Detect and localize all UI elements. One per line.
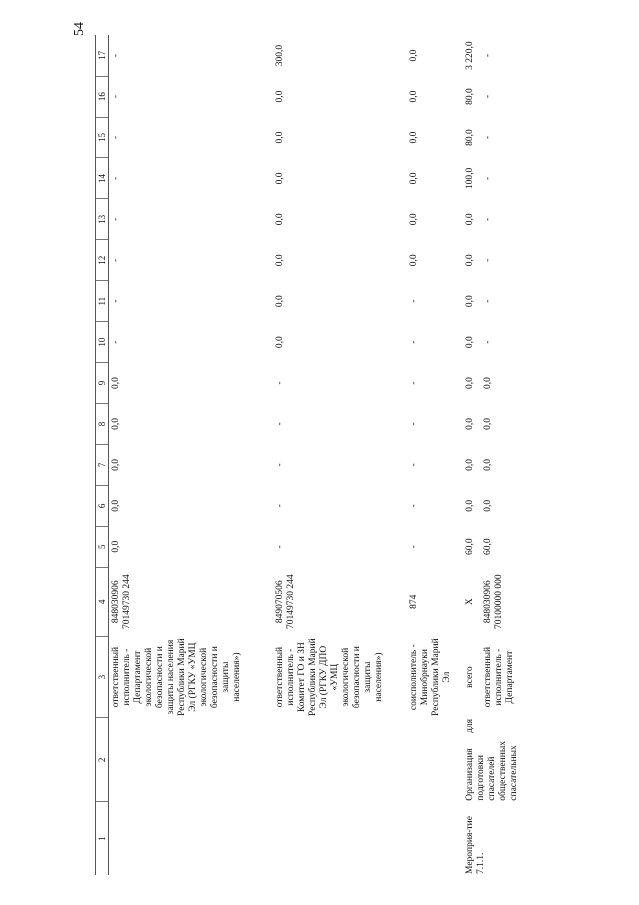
event-cell	[109, 802, 274, 875]
event-cell	[273, 802, 407, 875]
value-cell: 0,0	[275, 213, 285, 226]
value-cell: 0,0	[465, 295, 475, 308]
header-cell: 6	[96, 485, 109, 526]
value-cell: -	[275, 381, 285, 385]
budget-code-cell: 849070506 70149730 244	[275, 574, 296, 630]
value-cell: 0,0	[483, 418, 493, 430]
value-cell: 0,0	[409, 90, 419, 103]
value-cell: -	[111, 135, 121, 140]
value-cell: 0,0	[409, 49, 419, 62]
value-cell: -	[409, 463, 419, 467]
header-cell: 9	[96, 363, 109, 404]
value-cell: 0,0	[275, 131, 285, 144]
value-cell: 0,0	[483, 499, 493, 512]
value-cell: 0,0	[275, 90, 285, 103]
value-cell: 100,0	[465, 167, 475, 190]
value-cell: 0,0	[465, 418, 475, 430]
budget-table	[95, 35, 535, 875]
value-cell: 0,0	[275, 295, 285, 308]
value-cell: 80,0	[465, 129, 475, 146]
header-cell: 3	[96, 636, 109, 718]
header-cell: 17	[96, 35, 109, 76]
header-cell: 10	[96, 322, 109, 363]
value-cell: 0,0	[111, 458, 121, 471]
executor-cell: ответственный исполнитель - Департамент	[483, 646, 515, 708]
value-cell: 0,0	[111, 540, 121, 553]
event-name-text-right: для	[465, 718, 475, 733]
value-cell: 0,0	[111, 499, 121, 512]
executor-cell: соисполнитель - Минобрнауки Республики Марий Эл	[409, 638, 452, 716]
value-cell: 0,0	[465, 254, 475, 267]
header-cell: 1	[96, 802, 109, 875]
value-cell: -	[111, 217, 121, 221]
value-cell: -	[111, 258, 121, 262]
value-cell: -	[483, 95, 493, 99]
value-cell: 3 220,0	[465, 41, 475, 70]
value-cell: 0,0	[465, 499, 475, 512]
value-cell: 60,0	[465, 538, 475, 556]
header-cell: 5	[96, 526, 109, 567]
value-cell: 0,0	[111, 377, 121, 389]
header-cell: 15	[96, 117, 109, 158]
value-cell: -	[483, 299, 493, 303]
value-cell: -	[111, 299, 121, 303]
value-cell: -	[275, 463, 285, 467]
name-cell	[407, 718, 463, 802]
table-row	[273, 35, 407, 875]
value-cell: 0,0	[275, 254, 285, 267]
event-name-text: Организация подготовки спасателей общественных спасательных	[465, 741, 519, 801]
value-cell: -	[111, 340, 121, 344]
value-cell: -	[409, 299, 419, 303]
header-cell: 8	[96, 404, 109, 445]
event-cell: Мероприя-тие 7.1.1.	[465, 816, 486, 874]
budget-code-cell: 848030906 70100000 000	[483, 574, 504, 630]
value-cell: -	[483, 176, 493, 181]
value-cell: 0,0	[275, 336, 285, 349]
executor-cell: ответственный исполнитель - Департамент экологической безопасности и защиты населения Республики Марий Эл (РГКУ «УМЦ экологической безопасности и защиты населения»)	[111, 638, 242, 716]
table-row	[109, 35, 274, 875]
value-cell: -	[111, 53, 121, 58]
value-cell: -	[483, 53, 493, 58]
value-cell: 0,0	[111, 418, 121, 430]
value-cell: 0,0	[409, 131, 419, 144]
name-cell	[273, 718, 407, 802]
value-cell: 0,0	[275, 172, 285, 185]
value-cell: -	[111, 95, 121, 99]
header-cell: 7	[96, 444, 109, 485]
value-cell: 0,0	[409, 172, 419, 185]
value-cell: 0,0	[409, 254, 419, 267]
header-cell: 4	[96, 567, 109, 636]
value-cell: -	[409, 381, 419, 385]
name-cell	[109, 718, 274, 802]
header-cell: 12	[96, 240, 109, 281]
value-cell: -	[483, 258, 493, 262]
header-cell: 16	[96, 76, 109, 117]
value-cell: -	[483, 217, 493, 221]
value-cell: 60,0	[483, 538, 493, 556]
value-cell: 300,0	[275, 44, 285, 67]
value-cell: 0,0	[483, 458, 493, 471]
page-number: 54	[72, 22, 87, 36]
value-cell: 0,0	[409, 213, 419, 226]
budget-code-cell: 848030906 70149730 244	[111, 574, 132, 630]
executor-cell: всего	[465, 666, 475, 688]
value-cell: -	[409, 545, 419, 549]
value-cell: -	[483, 340, 493, 344]
value-cell: 0,0	[465, 458, 475, 471]
value-cell: -	[275, 422, 285, 426]
header-cell: 14	[96, 158, 109, 199]
value-cell: 0,0	[465, 336, 475, 349]
budget-code-cell: Х	[465, 598, 475, 606]
value-cell: 0,0	[465, 213, 475, 226]
table-row	[463, 35, 481, 875]
value-cell: -	[275, 504, 285, 508]
header-cell: 2	[96, 718, 109, 802]
table-row	[407, 35, 463, 875]
budget-code-cell: 874	[409, 594, 419, 609]
value-cell: -	[111, 176, 121, 181]
header-cell: 11	[96, 281, 109, 322]
value-cell: -	[409, 504, 419, 508]
header-row	[96, 35, 109, 875]
executor-cell: ответственный исполнитель - Комитет ГО и ЗН Республики Марий Эл (РГКУ ДПО «УМЦ экологической безопасности и защиты населения»)	[275, 638, 384, 716]
value-cell: -	[409, 340, 419, 344]
value-cell: 80,0	[465, 88, 475, 105]
name-cell	[463, 718, 535, 802]
value-cell: -	[483, 135, 493, 140]
rotated-table-wrapper	[95, 35, 565, 875]
event-cell	[407, 802, 463, 875]
value-cell: -	[409, 422, 419, 426]
value-cell: 0,0	[465, 377, 475, 389]
value-cell: -	[275, 545, 285, 549]
header-cell: 13	[96, 199, 109, 240]
value-cell: 0,0	[483, 377, 493, 389]
